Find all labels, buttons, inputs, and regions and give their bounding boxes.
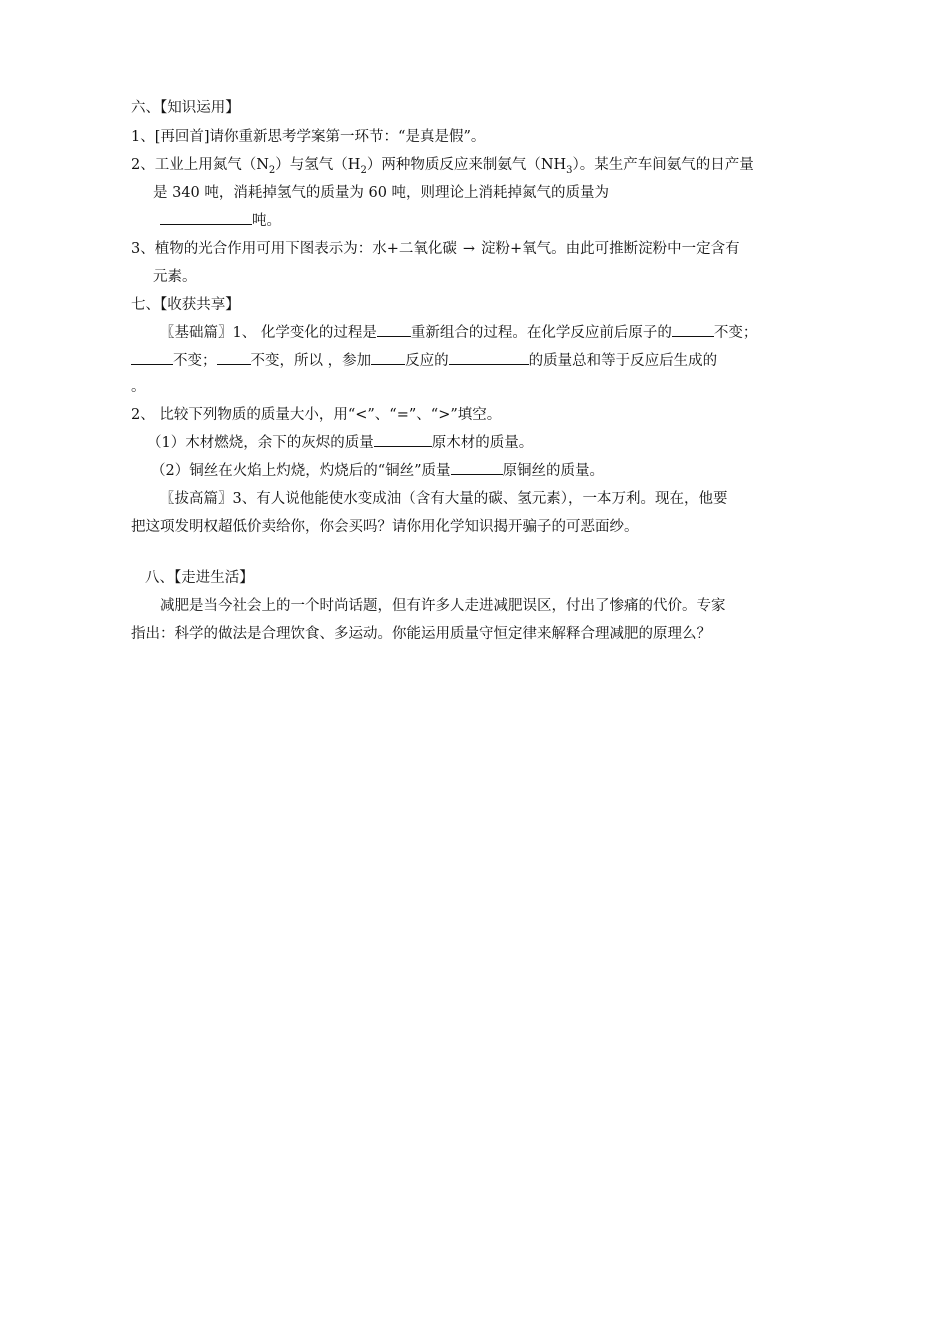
answer-blank[interactable] — [217, 348, 251, 365]
section-6-title: 六、【知识运用】 — [131, 100, 240, 116]
answer-blank[interactable] — [160, 208, 252, 225]
sec7-advanced-line-2: 把这项发明权超低价卖给你，你会买吗？请你用化学知识揭开骗子的可恶面纱。 — [131, 519, 639, 535]
answer-blank[interactable] — [449, 348, 529, 365]
text: 的质量总和等于反应后生成的 — [528, 353, 718, 369]
text: 2、工业上用氮气（N — [131, 157, 269, 173]
sec6-question-2-line-3 — [160, 207, 281, 235]
section-8-title: 八、【走进生活】 — [145, 570, 254, 586]
text: （1）木材燃烧，余下的灰烬的质量 — [147, 435, 374, 451]
section-7-title: 七、【收获共享】 — [131, 297, 240, 313]
text: 〖基础篇〗1、 化学变化的过程是 — [160, 325, 377, 341]
text: 3、植物的光合作用可用下图表示为：水+二氧化碳 — [131, 241, 457, 257]
answer-blank[interactable] — [377, 320, 411, 337]
text: ）。某生产车间氨气的日产量 — [572, 157, 754, 173]
sec6-question-2-line-2: 是 340 吨，消耗掉氢气的质量为 60 吨，则理论上消耗掉氮气的质量为 — [153, 185, 610, 201]
sec6-question-3-line-1 — [131, 235, 740, 263]
text: 不变； — [173, 353, 217, 369]
sec7-question-2-item-1 — [147, 429, 533, 457]
subscript: 2 — [268, 164, 276, 176]
sec6-question-3-line-2: 元素。 — [153, 269, 197, 285]
answer-blank[interactable] — [374, 430, 432, 447]
sec7-question-2-item-2 — [151, 457, 604, 485]
text: 不变，所以 ，参加 — [250, 353, 372, 369]
right-arrow-icon: → — [462, 241, 476, 257]
sec7-basic-line-1 — [160, 319, 757, 347]
sec8-paragraph-line-1: 减肥是当今社会上的一个时尚话题，但有许多人走进减肥误区，付出了惨痛的代价。专家 — [160, 598, 726, 614]
subscript: 3 — [566, 164, 573, 176]
text: （2）铜丝在火焰上灼烧，灼烧后的“铜丝”质量 — [151, 463, 451, 479]
sec7-question-2: 2、 比较下列物质的质量大小，用“<”、“=”、“>”填空。 — [131, 407, 502, 423]
text: 原铜丝的质量。 — [502, 463, 605, 479]
answer-blank[interactable] — [672, 320, 714, 337]
subscript: 2 — [360, 164, 367, 176]
sec7-basic-line-2 — [131, 347, 717, 375]
text: 重新组合的过程。在化学反应前后原子的 — [410, 325, 672, 341]
answer-blank[interactable] — [131, 348, 173, 365]
sec7-advanced-line-1: 〖拔高篇〗3、有人说他能使水变成油（含有大量的碳、氢元素），一本万利。现在，他要 — [160, 491, 728, 507]
answer-blank[interactable] — [451, 458, 503, 475]
text: 不变； — [713, 325, 758, 341]
text: ）两种物质反应来制氨气（NH — [366, 157, 567, 173]
text: ）与氢气（H — [275, 157, 361, 173]
sec7-basic-line-3: 。 — [131, 379, 146, 395]
text: 反应的 — [405, 353, 449, 369]
sec6-question-1: 1、[再回首]请你重新思考学案第一环节：“是真是假”。 — [131, 129, 486, 145]
text: 淀粉+氧气。由此可推断淀粉中一定含有 — [481, 241, 740, 257]
text: 原木材的质量。 — [431, 435, 534, 451]
sec8-paragraph-line-2: 指出：科学的做法是合理饮食、多运动。你能运用质量守恒定律来解释合理减肥的原理么？ — [131, 626, 711, 642]
sec6-question-2-line-1 — [131, 151, 754, 179]
text: 吨。 — [252, 213, 281, 229]
answer-blank[interactable] — [371, 348, 405, 365]
